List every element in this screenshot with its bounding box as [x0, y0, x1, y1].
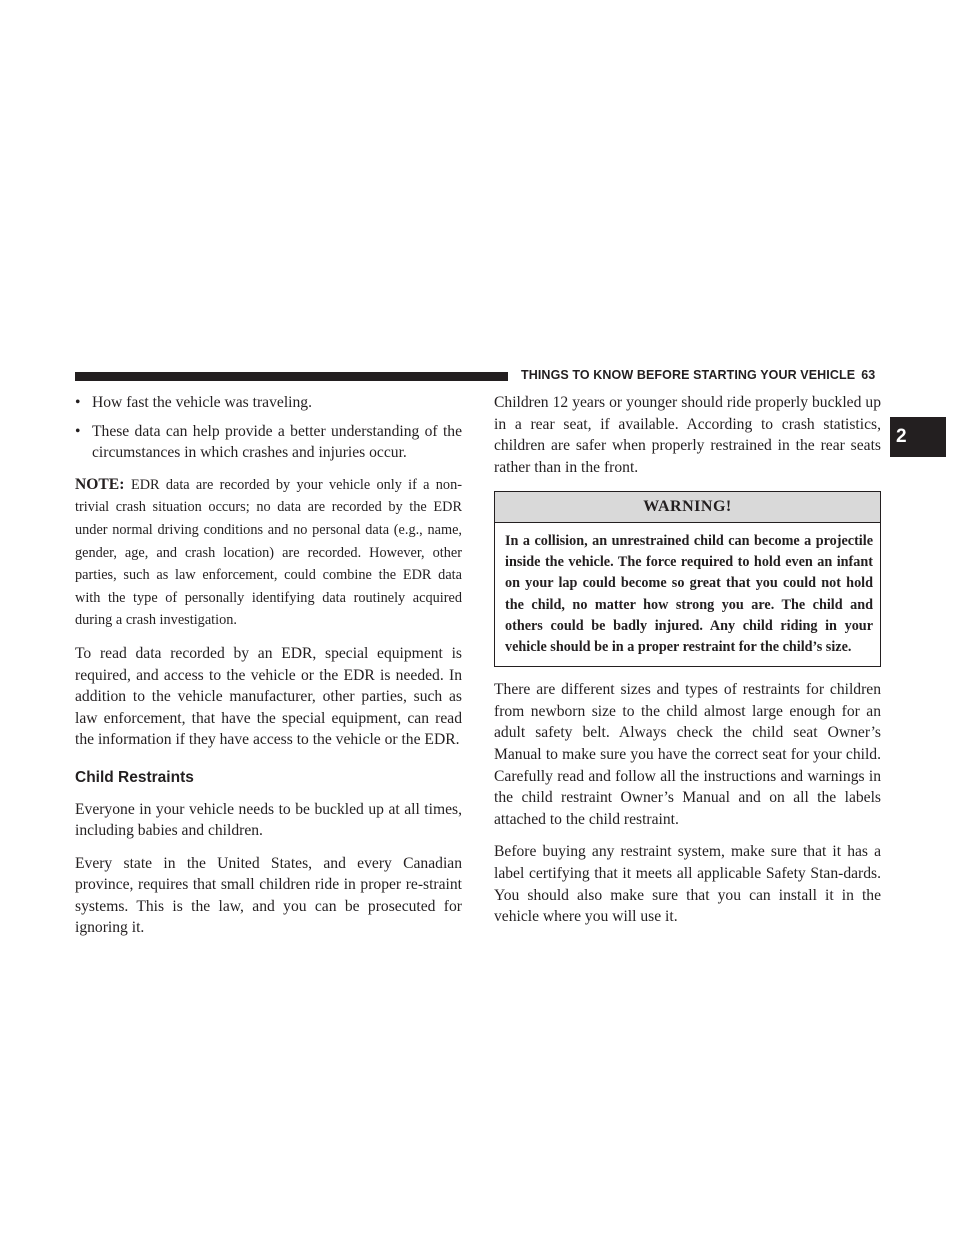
bullet-icon: •: [75, 394, 81, 411]
right-column: [494, 392, 881, 939]
note-label: NOTE:: [75, 475, 125, 493]
list-item: [75, 392, 462, 414]
running-header: [521, 368, 875, 382]
edr-paragraph: To read data recorded by an EDR, special equipment is required, and access to the vehicle or the EDR is needed. In addition to the vehicle manufacturer, other parties, such as law enforcement, that have the special equipment, can read the information if they have access to the vehicle or the EDR.: [75, 644, 462, 749]
bullet-icon: •: [75, 422, 81, 440]
warning-title: WARNING!: [495, 492, 880, 523]
page-number: 63: [861, 368, 876, 382]
everyone-paragraph: Everyone in your vehicle needs to be buckled up at all times, including babies and children.: [75, 800, 462, 840]
note-paragraph: [75, 474, 462, 632]
sizes-paragraph: There are different sizes and types of restraints for children from newborn size to the child almost large enough for an adult safety belt. Always check the child seat Owner’s Manual to make sure you have the correct seat for your child. Carefully read and follow all the instructions and warnings in the child restraint Owner’s Manual and on all the labels attached to the child restraint.: [494, 681, 881, 828]
left-column: [75, 392, 462, 950]
header-title: THINGS TO KNOW BEFORE STARTING YOUR VEHICLE: [521, 368, 856, 382]
children-paragraph: Children 12 years or younger should ride properly buckled up in a rear seat, if available. According to crash statistics, children are safer when properly restrained in the rear seats rather than in the front.: [494, 394, 881, 476]
list-item: [75, 421, 462, 464]
bullet-text: How fast the vehicle was traveling.: [92, 394, 312, 411]
warning-text: In a collision, an unrestrained child can become a projectile inside the vehicle. The force required to hold even an infant on your lap could become so great that you could not hold the child, no matter how strong you are. The child and others could be badly injured. Any child riding in your vehicle should be in a proper restraint for the child’s size.: [505, 532, 873, 655]
note-text: EDR data are recorded by your vehicle only if a non-trivial crash situation occurs; no data are recorded by the EDR under normal driving conditions and no personal data (e.g., name, gender, age, and crash location) are recorded. However, other parties, such as law enforcement, could combine the EDR data with the type of personally identifying data routinely acquired during a crash investigation.: [75, 476, 462, 629]
warning-box: [494, 491, 881, 667]
buying-paragraph: Before buying any restraint system, make sure that it has a label certifying that it meets all applicable Safety Stan-dards. You should also make sure that you can install it in the vehicle where you will use it.: [494, 843, 881, 926]
header-rule: [75, 372, 508, 381]
section-tab: 2: [890, 417, 946, 457]
state-paragraph: Every state in the United States, and every Canadian province, requires that small children ride in proper re-straint systems. This is the law, and you can be prosecuted for ignoring it.: [75, 854, 462, 937]
section-heading: Child Restraints: [75, 768, 194, 786]
bullet-text: These data can help provide a better understanding of the circumstances in which crashes and injuries occur.: [92, 422, 462, 462]
